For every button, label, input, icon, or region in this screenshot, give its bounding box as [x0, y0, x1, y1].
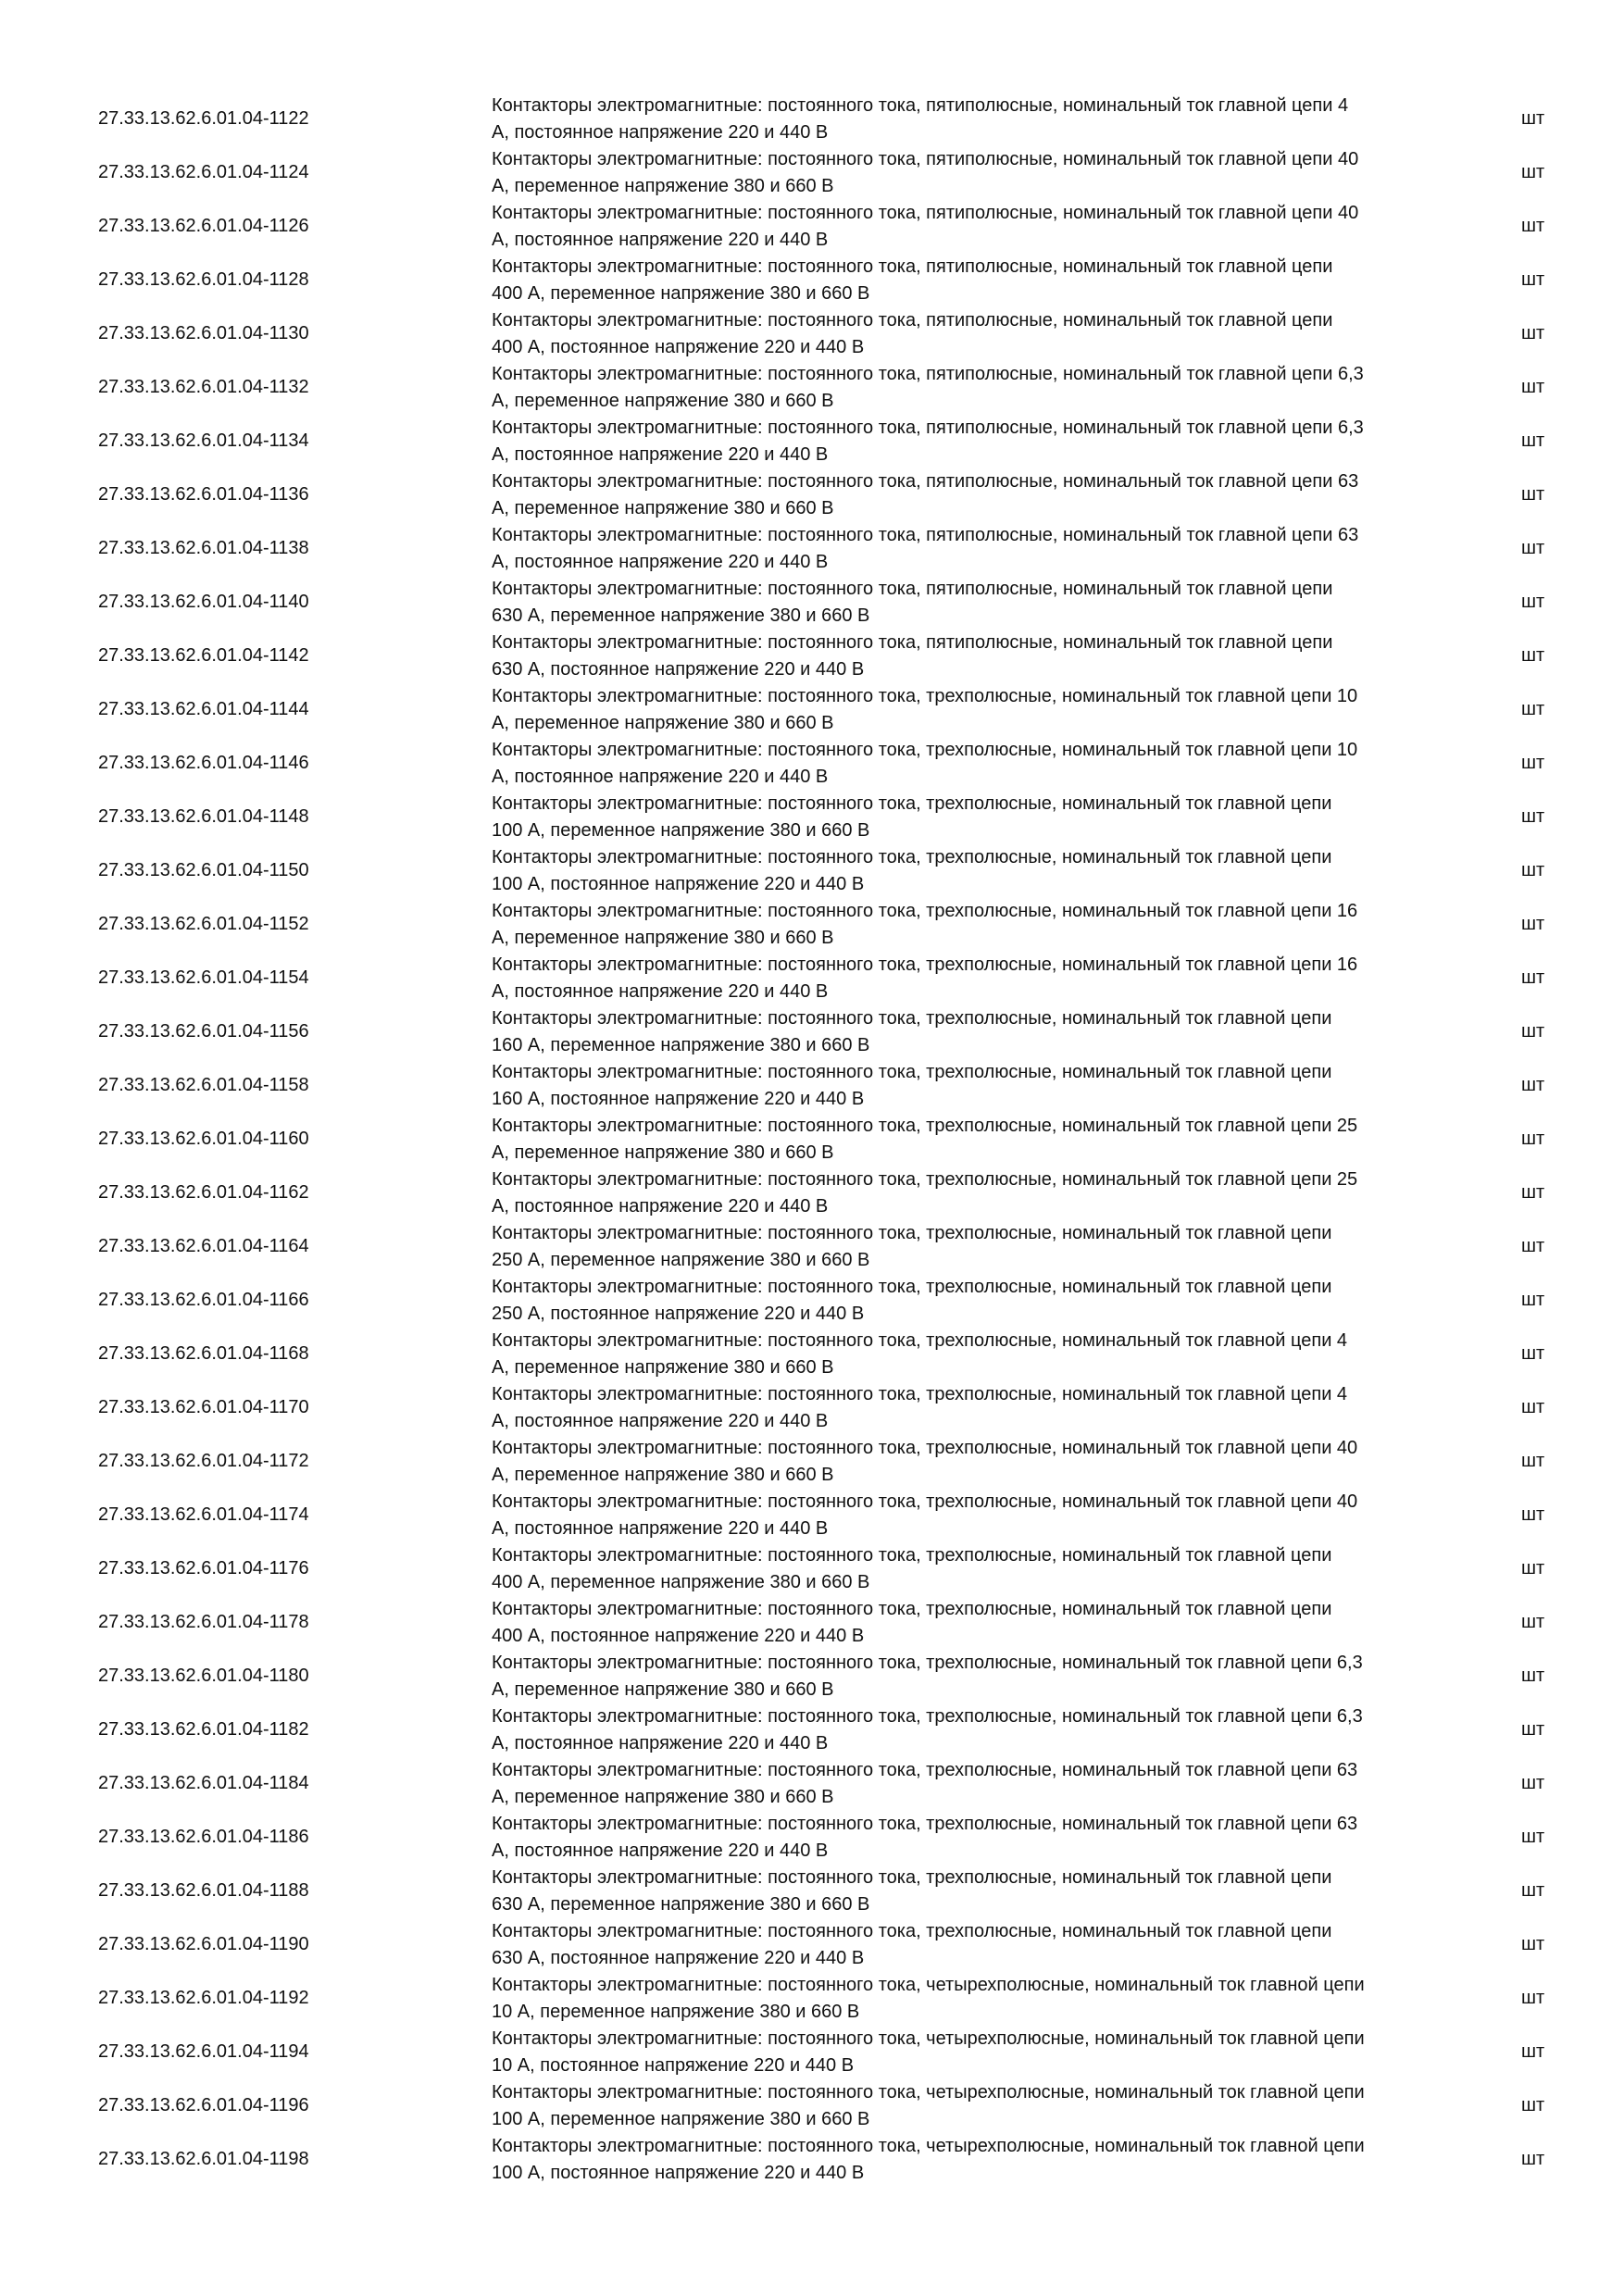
unit-of-measure: шт	[1521, 484, 1545, 505]
description-line: Контакторы электромагнитные: постоянного тока, пятиполюсные, номинальный ток главной цепи	[492, 310, 1333, 331]
description-line: А, постоянное напряжение 220 и 440 В	[492, 1733, 829, 1753]
table-row	[0, 1972, 1624, 2026]
table-row	[0, 791, 1624, 844]
description-line: Контакторы электромагнитные: постоянного тока, пятиполюсные, номинальный ток главной цепи 40	[492, 203, 1359, 223]
description-line: Контакторы электромагнитные: постоянного тока, трехполюсные, номинальный ток главной цепи 10	[492, 686, 1358, 706]
resource-code: 27.33.13.62.6.01.04-1126	[98, 216, 309, 236]
description-line: Контакторы электромагнитные: постоянного тока, трехполюсные, номинальный ток главной цепи 6,3	[492, 1706, 1363, 1727]
resource-code: 27.33.13.62.6.01.04-1168	[98, 1343, 309, 1364]
description-line: Контакторы электромагнитные: постоянного тока, пятиполюсные, номинальный ток главной цепи 6,3	[492, 364, 1364, 384]
table-row	[0, 522, 1624, 576]
description-line: А, переменное напряжение 380 и 660 В	[492, 928, 834, 948]
description-line: 100 А, переменное напряжение 380 и 660 В	[492, 820, 870, 841]
description-line: Контакторы электромагнитные: постоянного тока, трехполюсные, номинальный ток главной цепи 4	[492, 1384, 1348, 1404]
resource-description	[492, 1381, 1473, 1435]
resource-description	[492, 468, 1473, 522]
description-line: А, переменное напряжение 380 и 660 В	[492, 391, 834, 411]
description-line: 100 А, постоянное напряжение 220 и 440 В	[492, 2163, 865, 2183]
unit-of-measure: шт	[1521, 1182, 1545, 1203]
resource-description	[492, 1167, 1473, 1220]
description-line: Контакторы электромагнитные: постоянного тока, трехполюсные, номинальный ток главной цепи	[492, 847, 1332, 867]
resource-description	[492, 1113, 1473, 1167]
resource-code: 27.33.13.62.6.01.04-1180	[98, 1666, 309, 1686]
description-line: Контакторы электромагнитные: постоянного тока, трехполюсные, номинальный ток главной цепи 6,3	[492, 1653, 1363, 1673]
table-row	[0, 1703, 1624, 1757]
resource-code: 27.33.13.62.6.01.04-1196	[98, 2095, 309, 2115]
unit-of-measure: шт	[1521, 1827, 1545, 1847]
table-row	[0, 1435, 1624, 1489]
description-line: 160 А, постоянное напряжение 220 и 440 В	[492, 1089, 865, 1109]
resource-description	[492, 1542, 1473, 1596]
resource-code: 27.33.13.62.6.01.04-1174	[98, 1504, 309, 1525]
description-line: 630 А, переменное напряжение 380 и 660 В	[492, 605, 870, 626]
table-row	[0, 1274, 1624, 1328]
table-row	[0, 1650, 1624, 1703]
resource-code: 27.33.13.62.6.01.04-1140	[98, 592, 309, 612]
unit-of-measure: шт	[1521, 1504, 1545, 1525]
resource-code: 27.33.13.62.6.01.04-1164	[98, 1236, 309, 1256]
unit-of-measure: шт	[1521, 1451, 1545, 1471]
resource-code: 27.33.13.62.6.01.04-1182	[98, 1719, 309, 1740]
table-row	[0, 1542, 1624, 1596]
table-row	[0, 630, 1624, 683]
description-line: Контакторы электромагнитные: постоянного тока, трехполюсные, номинальный ток главной цепи 25	[492, 1169, 1358, 1190]
resource-code: 27.33.13.62.6.01.04-1158	[98, 1075, 309, 1095]
unit-of-measure: шт	[1521, 323, 1545, 343]
description-line: А, постоянное напряжение 220 и 440 В	[492, 1518, 829, 1539]
unit-of-measure: шт	[1521, 269, 1545, 290]
unit-of-measure: шт	[1521, 1021, 1545, 1042]
unit-of-measure: шт	[1521, 377, 1545, 397]
description-line: Контакторы электромагнитные: постоянного тока, трехполюсные, номинальный ток главной цепи	[492, 793, 1332, 814]
description-line: А, переменное напряжение 380 и 660 В	[492, 1357, 834, 1378]
description-line: Контакторы электромагнитные: постоянного тока, пятиполюсные, номинальный ток главной цепи 6,3	[492, 418, 1364, 438]
unit-of-measure: шт	[1521, 1612, 1545, 1632]
resource-code: 27.33.13.62.6.01.04-1190	[98, 1934, 309, 1954]
unit-of-measure: шт	[1521, 1934, 1545, 1954]
resource-description	[492, 898, 1473, 952]
description-line: А, переменное напряжение 380 и 660 В	[492, 1787, 834, 1807]
resource-code: 27.33.13.62.6.01.04-1172	[98, 1451, 309, 1471]
unit-of-measure: шт	[1521, 1988, 1545, 2008]
resource-description	[492, 683, 1473, 737]
resource-code: 27.33.13.62.6.01.04-1154	[98, 967, 309, 988]
resource-description	[492, 1703, 1473, 1757]
description-line: А, переменное напряжение 380 и 660 В	[492, 713, 834, 733]
description-line: 250 А, переменное напряжение 380 и 660 В	[492, 1250, 870, 1270]
description-line: А, постоянное напряжение 220 и 440 В	[492, 122, 829, 143]
description-line: А, переменное напряжение 380 и 660 В	[492, 1465, 834, 1485]
resource-description	[492, 1650, 1473, 1703]
table-row	[0, 737, 1624, 791]
unit-of-measure: шт	[1521, 2149, 1545, 2169]
description-line: Контакторы электромагнитные: постоянного тока, пятиполюсные, номинальный ток главной цепи 40	[492, 149, 1359, 169]
table-row	[0, 683, 1624, 737]
resource-description	[492, 2026, 1473, 2079]
table-row	[0, 1596, 1624, 1650]
table-row	[0, 1381, 1624, 1435]
unit-of-measure: шт	[1521, 538, 1545, 558]
description-line: А, переменное напряжение 380 и 660 В	[492, 176, 834, 196]
unit-of-measure: шт	[1521, 108, 1545, 129]
description-line: Контакторы электромагнитные: постоянного тока, трехполюсные, номинальный ток главной цепи	[492, 1223, 1332, 1243]
resource-code: 27.33.13.62.6.01.04-1148	[98, 806, 309, 827]
resource-code: 27.33.13.62.6.01.04-1198	[98, 2149, 309, 2169]
description-line: 100 А, переменное напряжение 380 и 660 В	[492, 2109, 870, 2129]
description-line: Контакторы электромагнитные: постоянного тока, трехполюсные, номинальный ток главной цепи	[492, 1277, 1332, 1297]
description-line: А, постоянное напряжение 220 и 440 В	[492, 767, 829, 787]
table-row	[0, 2079, 1624, 2133]
resource-description	[492, 630, 1473, 683]
table-row	[0, 1220, 1624, 1274]
description-line: 630 А, постоянное напряжение 220 и 440 В	[492, 1948, 865, 1968]
description-line: Контакторы электромагнитные: постоянного тока, четырехполюсные, номинальный ток главной цепи	[492, 2136, 1365, 2156]
unit-of-measure: шт	[1521, 967, 1545, 988]
description-line: Контакторы электромагнитные: постоянного тока, четырехполюсные, номинальный ток главной цепи	[492, 1975, 1365, 1995]
resource-description	[492, 1435, 1473, 1489]
unit-of-measure: шт	[1521, 2095, 1545, 2115]
resource-description	[492, 1757, 1473, 1811]
resource-description	[492, 146, 1473, 200]
table-row	[0, 898, 1624, 952]
unit-of-measure: шт	[1521, 216, 1545, 236]
resource-description	[492, 1274, 1473, 1328]
resource-code: 27.33.13.62.6.01.04-1192	[98, 1988, 309, 2008]
description-line: А, переменное напряжение 380 и 660 В	[492, 498, 834, 518]
table-row	[0, 1005, 1624, 1059]
resource-description	[492, 576, 1473, 630]
resource-code: 27.33.13.62.6.01.04-1128	[98, 269, 309, 290]
table-row	[0, 844, 1624, 898]
unit-of-measure: шт	[1521, 162, 1545, 182]
description-line: 250 А, постоянное напряжение 220 и 440 В	[492, 1304, 865, 1324]
resource-description	[492, 200, 1473, 254]
unit-of-measure: шт	[1521, 1290, 1545, 1310]
resource-description	[492, 1059, 1473, 1113]
description-line: А, постоянное напряжение 220 и 440 В	[492, 1411, 829, 1431]
description-line: Контакторы электромагнитные: постоянного тока, трехполюсные, номинальный ток главной цепи	[492, 1008, 1332, 1029]
description-line: Контакторы электромагнитные: постоянного тока, пятиполюсные, номинальный ток главной цепи	[492, 579, 1333, 599]
description-line: А, переменное напряжение 380 и 660 В	[492, 1679, 834, 1700]
description-line: Контакторы электромагнитные: постоянного тока, пятиполюсные, номинальный ток главной цепи 4	[492, 95, 1349, 116]
description-line: А, постоянное напряжение 220 и 440 В	[492, 981, 829, 1002]
resource-description	[492, 1865, 1473, 1918]
description-line: 160 А, переменное напряжение 380 и 660 В	[492, 1035, 870, 1055]
table-row	[0, 2026, 1624, 2079]
unit-of-measure: шт	[1521, 430, 1545, 451]
description-line: Контакторы электромагнитные: постоянного тока, четырехполюсные, номинальный ток главной цепи	[492, 2028, 1365, 2049]
description-line: 630 А, переменное напряжение 380 и 660 В	[492, 1894, 870, 1915]
description-line: Контакторы электромагнитные: постоянного тока, трехполюсные, номинальный ток главной цепи	[492, 1599, 1332, 1619]
resource-code: 27.33.13.62.6.01.04-1134	[98, 430, 309, 451]
unit-of-measure: шт	[1521, 1075, 1545, 1095]
description-line: 10 А, постоянное напряжение 220 и 440 В	[492, 2055, 855, 2076]
price-table	[0, 93, 1624, 2187]
table-row	[0, 1918, 1624, 1972]
table-row	[0, 1113, 1624, 1167]
resource-code: 27.33.13.62.6.01.04-1130	[98, 323, 309, 343]
resource-description	[492, 1811, 1473, 1865]
description-line: 630 А, постоянное напряжение 220 и 440 В	[492, 659, 865, 680]
unit-of-measure: шт	[1521, 1343, 1545, 1364]
resource-code: 27.33.13.62.6.01.04-1146	[98, 753, 309, 773]
table-row	[0, 1167, 1624, 1220]
table-row	[0, 1328, 1624, 1381]
resource-description	[492, 1005, 1473, 1059]
unit-of-measure: шт	[1521, 1397, 1545, 1417]
resource-code: 27.33.13.62.6.01.04-1122	[98, 108, 309, 129]
description-line: Контакторы электромагнитные: постоянного тока, трехполюсные, номинальный ток главной цепи	[492, 1867, 1332, 1888]
description-line: Контакторы электромагнитные: постоянного тока, трехполюсные, номинальный ток главной цепи	[492, 1545, 1332, 1566]
resource-description	[492, 1489, 1473, 1542]
table-row	[0, 93, 1624, 146]
resource-description	[492, 1972, 1473, 2026]
unit-of-measure: шт	[1521, 1880, 1545, 1901]
table-row	[0, 1757, 1624, 1811]
unit-of-measure: шт	[1521, 1773, 1545, 1793]
resource-description	[492, 791, 1473, 844]
description-line: Контакторы электромагнитные: постоянного тока, трехполюсные, номинальный ток главной цепи 16	[492, 901, 1358, 921]
table-row	[0, 468, 1624, 522]
unit-of-measure: шт	[1521, 806, 1545, 827]
description-line: Контакторы электромагнитные: постоянного тока, трехполюсные, номинальный ток главной цепи 10	[492, 740, 1358, 760]
unit-of-measure: шт	[1521, 2041, 1545, 2062]
resource-description	[492, 1596, 1473, 1650]
description-line: А, постоянное напряжение 220 и 440 В	[492, 1196, 829, 1217]
description-line: 400 А, переменное напряжение 380 и 660 В	[492, 1572, 870, 1592]
resource-description	[492, 1918, 1473, 1972]
resource-description	[492, 2133, 1473, 2187]
resource-code: 27.33.13.62.6.01.04-1124	[98, 162, 309, 182]
description-line: Контакторы электромагнитные: постоянного тока, трехполюсные, номинальный ток главной цепи 40	[492, 1491, 1358, 1512]
unit-of-measure: шт	[1521, 1719, 1545, 1740]
unit-of-measure: шт	[1521, 699, 1545, 719]
resource-code: 27.33.13.62.6.01.04-1170	[98, 1397, 309, 1417]
resource-code: 27.33.13.62.6.01.04-1142	[98, 645, 309, 666]
resource-code: 27.33.13.62.6.01.04-1176	[98, 1558, 309, 1578]
description-line: А, постоянное напряжение 220 и 440 В	[492, 230, 829, 250]
table-row	[0, 576, 1624, 630]
description-line: А, постоянное напряжение 220 и 440 В	[492, 1841, 829, 1861]
resource-description	[492, 1220, 1473, 1274]
unit-of-measure: шт	[1521, 860, 1545, 880]
resource-code: 27.33.13.62.6.01.04-1166	[98, 1290, 309, 1310]
resource-code: 27.33.13.62.6.01.04-1150	[98, 860, 309, 880]
description-line: Контакторы электромагнитные: постоянного тока, трехполюсные, номинальный ток главной цепи	[492, 1921, 1332, 1941]
unit-of-measure: шт	[1521, 753, 1545, 773]
resource-description	[492, 361, 1473, 415]
table-row	[0, 952, 1624, 1005]
description-line: 400 А, постоянное напряжение 220 и 440 В	[492, 337, 865, 357]
description-line: Контакторы электромагнитные: постоянного тока, пятиполюсные, номинальный ток главной цепи	[492, 256, 1333, 277]
description-line: Контакторы электромагнитные: постоянного тока, трехполюсные, номинальный ток главной цепи 40	[492, 1438, 1358, 1458]
resource-description	[492, 254, 1473, 307]
description-line: Контакторы электромагнитные: постоянного тока, трехполюсные, номинальный ток главной цепи 25	[492, 1116, 1358, 1136]
description-line: А, постоянное напряжение 220 и 440 В	[492, 552, 829, 572]
table-row	[0, 361, 1624, 415]
unit-of-measure: шт	[1521, 645, 1545, 666]
table-row	[0, 200, 1624, 254]
unit-of-measure: шт	[1521, 1129, 1545, 1149]
resource-code: 27.33.13.62.6.01.04-1194	[98, 2041, 309, 2062]
table-row	[0, 1059, 1624, 1113]
table-row	[0, 254, 1624, 307]
resource-code: 27.33.13.62.6.01.04-1186	[98, 1827, 309, 1847]
resource-description	[492, 844, 1473, 898]
resource-code: 27.33.13.62.6.01.04-1136	[98, 484, 309, 505]
resource-code: 27.33.13.62.6.01.04-1184	[98, 1773, 309, 1793]
resource-description	[492, 522, 1473, 576]
unit-of-measure: шт	[1521, 914, 1545, 934]
table-row	[0, 1811, 1624, 1865]
description-line: Контакторы электромагнитные: постоянного тока, трехполюсные, номинальный ток главной цепи 4	[492, 1330, 1348, 1351]
description-line: Контакторы электромагнитные: постоянного тока, трехполюсные, номинальный ток главной цепи	[492, 1062, 1332, 1082]
table-row	[0, 2133, 1624, 2187]
description-line: Контакторы электромагнитные: постоянного тока, четырехполюсные, номинальный ток главной цепи	[492, 2082, 1365, 2103]
resource-description	[492, 2079, 1473, 2133]
unit-of-measure: шт	[1521, 1236, 1545, 1256]
description-line: Контакторы электромагнитные: постоянного тока, трехполюсные, номинальный ток главной цепи 63	[492, 1814, 1358, 1834]
description-line: 400 А, постоянное напряжение 220 и 440 В	[492, 1626, 865, 1646]
table-row	[0, 1489, 1624, 1542]
resource-code: 27.33.13.62.6.01.04-1160	[98, 1129, 309, 1149]
resource-code: 27.33.13.62.6.01.04-1188	[98, 1880, 309, 1901]
resource-description	[492, 737, 1473, 791]
description-line: 400 А, переменное напряжение 380 и 660 В	[492, 283, 870, 304]
resource-code: 27.33.13.62.6.01.04-1162	[98, 1182, 309, 1203]
description-line: Контакторы электромагнитные: постоянного тока, пятиполюсные, номинальный ток главной цепи	[492, 632, 1333, 653]
unit-of-measure: шт	[1521, 592, 1545, 612]
resource-description	[492, 415, 1473, 468]
resource-description	[492, 93, 1473, 146]
resource-description	[492, 952, 1473, 1005]
resource-code: 27.33.13.62.6.01.04-1132	[98, 377, 309, 397]
resource-code: 27.33.13.62.6.01.04-1144	[98, 699, 309, 719]
resource-description	[492, 307, 1473, 361]
resource-code: 27.33.13.62.6.01.04-1156	[98, 1021, 309, 1042]
resource-description	[492, 1328, 1473, 1381]
table-row	[0, 146, 1624, 200]
unit-of-measure: шт	[1521, 1558, 1545, 1578]
description-line: Контакторы электромагнитные: постоянного тока, трехполюсные, номинальный ток главной цепи 16	[492, 955, 1358, 975]
table-row	[0, 1865, 1624, 1918]
resource-code: 27.33.13.62.6.01.04-1138	[98, 538, 309, 558]
description-line: 10 А, переменное напряжение 380 и 660 В	[492, 2002, 860, 2022]
resource-code: 27.33.13.62.6.01.04-1178	[98, 1612, 309, 1632]
table-row	[0, 415, 1624, 468]
description-line: 100 А, постоянное напряжение 220 и 440 В	[492, 874, 865, 894]
description-line: А, постоянное напряжение 220 и 440 В	[492, 444, 829, 465]
unit-of-measure: шт	[1521, 1666, 1545, 1686]
description-line: А, переменное напряжение 380 и 660 В	[492, 1142, 834, 1163]
resource-code: 27.33.13.62.6.01.04-1152	[98, 914, 309, 934]
description-line: Контакторы электромагнитные: постоянного тока, пятиполюсные, номинальный ток главной цепи 63	[492, 471, 1359, 492]
description-line: Контакторы электромагнитные: постоянного тока, пятиполюсные, номинальный ток главной цепи 63	[492, 525, 1359, 545]
table-row	[0, 307, 1624, 361]
description-line: Контакторы электромагнитные: постоянного тока, трехполюсные, номинальный ток главной цепи 63	[492, 1760, 1358, 1780]
